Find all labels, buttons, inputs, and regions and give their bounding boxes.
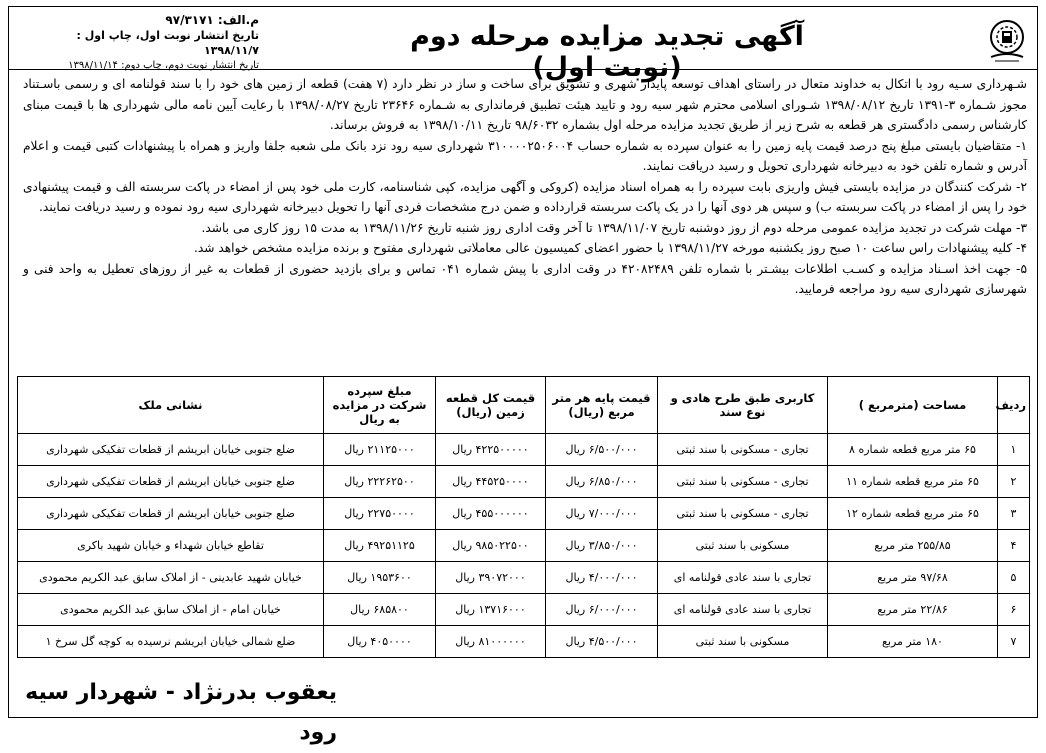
cell-row: ۷ [998,626,1030,658]
column-header-area: مساحت (مترمربع ) [828,377,998,434]
publication-meta [19,13,259,73]
condition-item-3: ۳- مهلت شرکت در تجدید مزایده عمومی مرحله دوم از روز دوشنبه تاریخ ۱۳۹۸/۱۱/۰۷ تا آخر وقت اداری روز شنبه تاریخ ۱۳۹۸/۱۱/۲۶ به مدت ۱۵ روز کاری می باشد. [201,220,1027,235]
header [9,7,1037,83]
cell-area: ۱۸۰ متر مربع [828,626,998,658]
cell-area: ۹۷/۶۸ متر مربع [828,562,998,594]
reference-number: م.الف: ۹۷/۳۱۷۱ [165,13,259,27]
cell-row: ۵ [998,562,1030,594]
table-row [18,434,1030,466]
cell-deposit: ۲۲۲۶۲۵۰۰ ریال [324,466,436,498]
signature-line [9,673,1027,745]
publish-date-first: تاریخ انتشار نوبت اول، چاپ اول : ۱۳۹۸/۱۱/۷ [76,29,259,57]
cell-area: ۲۲/۸۶ متر مربع [828,594,998,626]
cell-area: ۶۵ متر مربع قطعه شماره ۸ [828,434,998,466]
cell-usage: تجاری - مسکونی با سند ثبتی [658,434,828,466]
announcement-body [9,70,1037,300]
advertisement-page [8,6,1038,745]
cell-address: خیابان امام - از املاک سابق عبد الکریم محمودی [18,594,324,626]
intro-paragraph: شـهرداری سـیه رود با اتکال به خداوند متعال در راستای اهداف توسعه پایدار شهری و تشویق برای ساخت و ساز در نظر دارد (۷ هفت) قطعه از زمین های خود را با سند قولنامه ای و رسمی باسـتناد مجوز شـماره ۳-۱۳۹۱ تاریخ ۱۳۹۸/۰۸/۱۲ شـورای اسلامی محترم شهر سیه رود و تایید هیئت تطبیق فرمانداری به شـماره ۲۳۶۴۶ تاریخ ۱۳۹۸/۰۸/۲۷ با رعایت آیین نامه مالی شهرداری ها با قیمت مبنای کارشناس رسمی دادگستری هر قطعه به شرح زیر از طریق تجدید مزایده مرحله اول بشماره ۹۸/۶۰۳۲ تاریخ ۱۳۹۸/۱۰/۱۱ به فروش برساند. [23,77,1028,132]
cell-total-price: ۹۸۵۰۲۲۵۰۰ ریال [436,530,546,562]
cell-base-price: ۴/۰۰۰/۰۰۰ ریال [546,562,658,594]
condition-item-1: ۱- متقاضیان بایستی مبلغ پنج درصد قیمت پایه زمین را به عنوان سپرده به شماره حساب ۳۱۰۰۰۰۲۵۰۶۰۰۴ شهرداری سیه رود نزد بانک ملی شعبه جلفا واریز و همراه با پیشنهادات کتبی قیمت و اعلام آدرس و شماره تلفن خود به دبیرخانه شهرداری تحویل و رسید دریافت نمایند. [23,138,1027,173]
condition-item-5: ۵- جهت اخذ اسـناد مزایده و کسـب اطلاعات بیشـتر با شماره تلفن ۴۲۰۸۲۴۸۹ در وقت اداری با پیش شماره ۰۴۱ تماس و برای بازدید حضوری از قطعات به غیر از روزهای تعطیل به واحد فنی و شهرسازی شهرداری سیه رود مراجعه فرمایید. [23,261,1028,296]
cell-total-price: ۴۴۵۲۵۰۰۰۰ ریال [436,466,546,498]
column-header-total-price: قیمت کل قطعه زمین (ریال) [436,377,546,434]
cell-total-price: ۴۲۲۵۰۰۰۰۰ ریال [436,434,546,466]
cell-usage: تجاری - مسکونی با سند ثبتی [658,466,828,498]
cell-base-price: ۴/۵۰۰/۰۰۰ ریال [546,626,658,658]
cell-area: ۲۵۵/۸۵ متر مربع [828,530,998,562]
cell-deposit: ۶۸۵۸۰۰ ریال [324,594,436,626]
column-header-base-price: قیمت پایه هر متر مربع (ریال) [546,377,658,434]
cell-base-price: ۶/۸۵۰/۰۰۰ ریال [546,466,658,498]
cell-row: ۲ [998,466,1030,498]
cell-deposit: ۱۹۵۳۶۰۰ ریال [324,562,436,594]
cell-address: ضلع جنوبی خیابان ابریشم از قطعات تفکیکی شهرداری [18,498,324,530]
mayor-signature: یعقوب بدرنژاد - شهردار سیه رود [25,680,337,745]
column-header-address: نشانی ملک [18,377,324,434]
cell-base-price: ۶/۵۰۰/۰۰۰ ریال [546,434,658,466]
cell-deposit: ۲۱۱۲۵۰۰۰ ریال [324,434,436,466]
cell-row: ۳ [998,498,1030,530]
cell-total-price: ۱۳۷۱۶۰۰۰ ریال [436,594,546,626]
cell-deposit: ۲۲۷۵۰۰۰۰ ریال [324,498,436,530]
page-title: آگهی تجدید مزایده مرحله دوم (نوبت اول) [410,21,804,83]
cell-address: تقاطع خیابان شهداء و خیابان شهید باکری [18,530,324,562]
table-row [18,562,1030,594]
table-row [18,594,1030,626]
cell-address: ضلع جنوبی خیابان ابریشم از قطعات تفکیکی شهرداری [18,466,324,498]
cell-total-price: ۸۱۰۰۰۰۰۰ ریال [436,626,546,658]
table-row [18,466,1030,498]
table-row [18,498,1030,530]
column-header-deposit: مبلغ سپرده شرکت در مزایده به ریال [324,377,436,434]
cell-total-price: ۳۹۰۷۲۰۰۰ ریال [436,562,546,594]
municipality-logo-icon [985,17,1029,63]
cell-usage: تجاری با سند عادی قولنامه ای [658,562,828,594]
cell-address: ضلع جنوبی خیابان ابریشم از قطعات تفکیکی شهرداری [18,434,324,466]
column-header-row: ردیف [998,377,1030,434]
column-header-usage: کاربری طبق طرح هادی و نوع سند [658,377,828,434]
table-row [18,626,1030,658]
condition-item-4: ۴- کلیه پیشنهادات راس ساعت ۱۰ صبح روز یکشنبه مورخه ۱۳۹۸/۱۱/۲۷ با حضور اعضای کمیسیون عالی معاملاتی شهرداری مفتوح و برنده مزایده مشخص خواهد شد. [194,241,1027,255]
cell-area: ۶۵ متر مربع قطعه شماره ۱۲ [828,498,998,530]
cell-row: ۱ [998,434,1030,466]
cell-base-price: ۳/۸۵۰/۰۰۰ ریال [546,530,658,562]
cell-area: ۶۵ متر مربع قطعه شماره ۱۱ [828,466,998,498]
cell-usage: تجاری با سند عادی قولنامه ای [658,594,828,626]
cell-row: ۴ [998,530,1030,562]
cell-usage: تجاری - مسکونی با سند ثبتی [658,498,828,530]
cell-base-price: ۶/۰۰۰/۰۰۰ ریال [546,594,658,626]
cell-total-price: ۴۵۵۰۰۰۰۰۰ ریال [436,498,546,530]
cell-deposit: ۴۰۵۰۰۰۰ ریال [324,626,436,658]
publish-date-second: تاریخ انتشار نوبت دوم، چاپ دوم: ۱۳۹۸/۱۱/۱۴ [68,60,259,71]
table-row [18,530,1030,562]
condition-item-2: ۲- شرکت کنندگان در مزایده بایستی فیش واریزی بابت سپرده را به همراه اسناد مزایده (کروکی و آگهی مزایده، کپی شناسنامه، کارت ملی خود پس از امضاء در پاکت سربسته الف و قیمت پیشنهادی خود را پس از امضاء در پاکت سربسته ب) و سپس هر دوی آنها را در یک پاکت سربسته قرارداده و ضمن درج مشخصات فردی آنها را تحویل دبیرخانه شهرداری سیه رود نموده و رسید دریافت نمایند. [23,179,1027,214]
cell-address: خیابان شهید عابدینی - از املاک سابق عبد الکریم محمودی [18,562,324,594]
properties-table [17,376,1030,658]
cell-deposit: ۴۹۲۵۱۱۲۵ ریال [324,530,436,562]
cell-usage: مسکونی با سند ثبتی [658,626,828,658]
cell-address: ضلع شمالی خیابان ابریشم نرسیده به کوچه گل سرخ ۱ [18,626,324,658]
cell-row: ۶ [998,594,1030,626]
cell-usage: مسکونی با سند ثبتی [658,530,828,562]
table-header-row [18,377,1030,434]
cell-base-price: ۷/۰۰۰/۰۰۰ ریال [546,498,658,530]
